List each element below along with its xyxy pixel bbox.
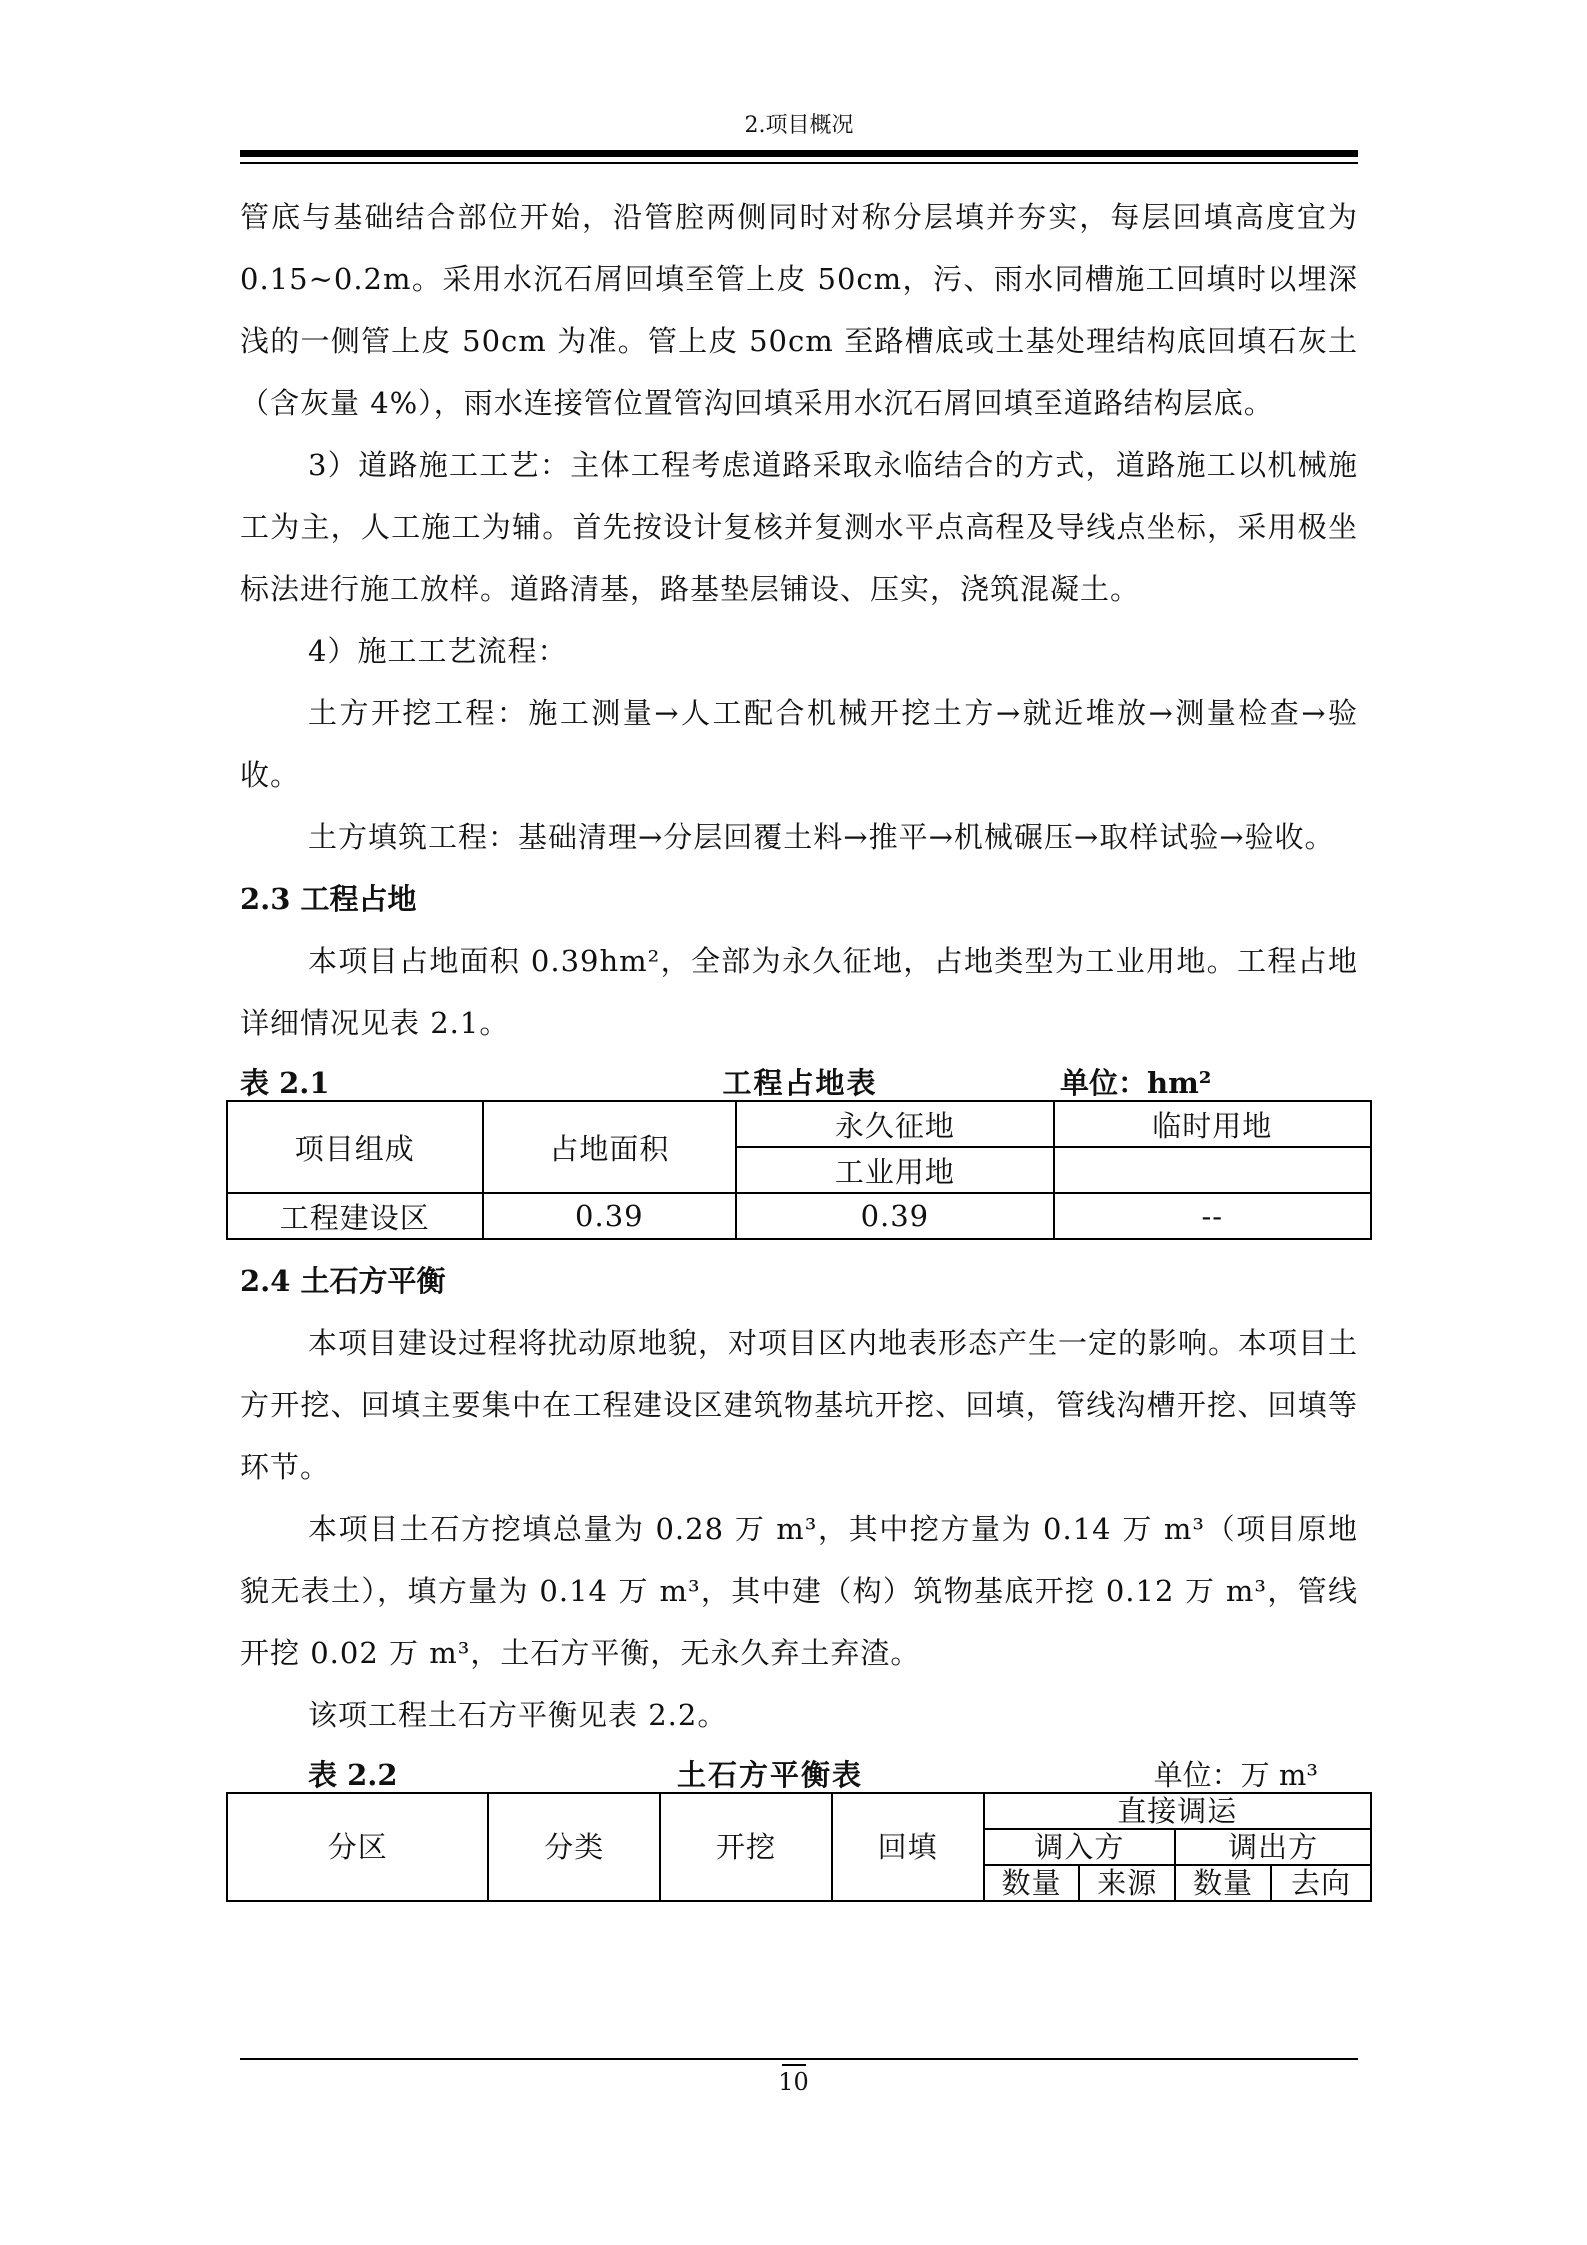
header-cell-fill: 回填 xyxy=(832,1793,984,1901)
header-cell-direct-transfer: 直接调运 xyxy=(984,1793,1371,1829)
section-heading-2-3: 2.3 工程占地 xyxy=(240,882,417,916)
header-cell-in-quantity: 数量 xyxy=(984,1865,1080,1901)
header-cell-out-destination: 去向 xyxy=(1271,1865,1371,1901)
table-row xyxy=(227,1193,1371,1239)
paragraph-road-process: 3）道路施工工艺：主体工程考虑道路采取永临结合的方式，道路施工以机械施工为主，人工施工为辅。首先按设计复核并复测水平点高程及导线点坐标，采用极坐标法进行施工放样。道路清基，路基垫层铺设、压实，浇筑混凝土。 xyxy=(240,448,1358,606)
table-header-row xyxy=(227,1793,1371,1829)
header-cell-component: 项目组成 xyxy=(227,1101,483,1193)
paragraph-earthwork-volumes: 本项目土石方挖填总量为 0.28 万 m³，其中挖方量为 0.14 万 m³（项目原地貌无表土），填方量为 0.14 万 m³，其中建（构）筑物基底开挖 0.12 万 m³，管线开挖 0.02 万 m³，土石方平衡，无永久弃土弃渣。 xyxy=(240,1512,1358,1670)
page-number: 10 xyxy=(778,2068,809,2096)
table-2-2-unit: 单位：万 m³ xyxy=(1153,1758,1318,1792)
cell-industrial: 0.39 xyxy=(736,1193,1053,1239)
header-cell-empty xyxy=(1054,1147,1371,1193)
earthwork-balance-table xyxy=(226,1792,1372,1902)
table-2-2-number: 表 2.2 xyxy=(308,1758,398,1792)
paragraph-earthwork-impact: 本项目建设过程将扰动原地貌，对项目区内地表形态产生一定的影响。本项目土方开挖、回填主要集中在工程建设区建筑物基坑开挖、回填，管线沟槽开挖、回填等环节。 xyxy=(240,1326,1359,1484)
table-2-2-title: 土石方平衡表 xyxy=(676,1758,863,1792)
header-cell-in-source: 来源 xyxy=(1079,1865,1175,1901)
header-cell-industrial: 工业用地 xyxy=(736,1147,1053,1193)
paragraph-fill-flow: 土方填筑工程：基础清理→分层回覆土料→推平→机械碾压→取样试验→验收。 xyxy=(308,820,1335,854)
header-cell-permanent: 永久征地 xyxy=(736,1101,1053,1147)
cell-temporary: -- xyxy=(1054,1193,1371,1239)
header-cell-zone: 分区 xyxy=(227,1793,488,1901)
cell-component-name: 工程建设区 xyxy=(227,1193,483,1239)
table-2-2-caption xyxy=(240,1746,1358,1792)
running-header: 2.项目概况 xyxy=(744,113,854,138)
header-cell-temporary: 临时用地 xyxy=(1054,1101,1371,1147)
header-rule-thick xyxy=(240,150,1358,157)
table-2-1-number: 表 2.1 xyxy=(240,1066,330,1100)
header-cell-transfer-out: 调出方 xyxy=(1175,1829,1371,1865)
page-body xyxy=(240,186,1358,1902)
paragraph-land-occupation: 本项目占地面积 0.39hm²，全部为永久征地，占地类型为工业用地。工程占地详细情况见表 2.1。 xyxy=(240,944,1358,1040)
paragraph-process-flow-title: 4）施工工艺流程： xyxy=(308,634,568,668)
paragraph-excavation-flow: 土方开挖工程：施工测量→人工配合机械开挖土方→就近堆放→测量检查→验收。 xyxy=(240,696,1358,792)
table-2-1-caption xyxy=(240,1054,1358,1100)
header-cell-category: 分类 xyxy=(488,1793,660,1901)
paragraph-table-reference: 该项工程土石方平衡见表 2.2。 xyxy=(308,1698,728,1732)
header-cell-excavation: 开挖 xyxy=(660,1793,832,1901)
page-number-mark xyxy=(782,2064,806,2066)
table-header-row xyxy=(227,1101,1371,1147)
section-heading-2-4: 2.4 土石方平衡 xyxy=(240,1264,446,1298)
header-rule-thin xyxy=(240,162,1358,164)
cell-area: 0.39 xyxy=(483,1193,737,1239)
table-2-1-title: 工程占地表 xyxy=(722,1066,878,1100)
table-2-1-unit: 单位：hm² xyxy=(1060,1066,1212,1100)
header-cell-area: 占地面积 xyxy=(483,1101,737,1193)
header-cell-transfer-in: 调入方 xyxy=(984,1829,1176,1865)
paragraph-backfill: 管底与基础结合部位开始，沿管腔两侧同时对称分层填并夯实，每层回填高度宜为 0.15~0.2m。采用水沉石屑回填至管上皮 50cm，污、雨水同槽施工回填时以埋深浅的一侧管上皮 50cm 为准。管上皮 50cm 至路槽底或土基处理结构底回填石灰土（含灰量 4%），雨水连接管位置管沟回填采用水沉石屑回填至道路结构层底。 xyxy=(240,200,1358,420)
header-cell-out-quantity: 数量 xyxy=(1175,1865,1271,1901)
land-occupation-table xyxy=(226,1100,1372,1240)
footer-rule xyxy=(240,2058,1358,2060)
